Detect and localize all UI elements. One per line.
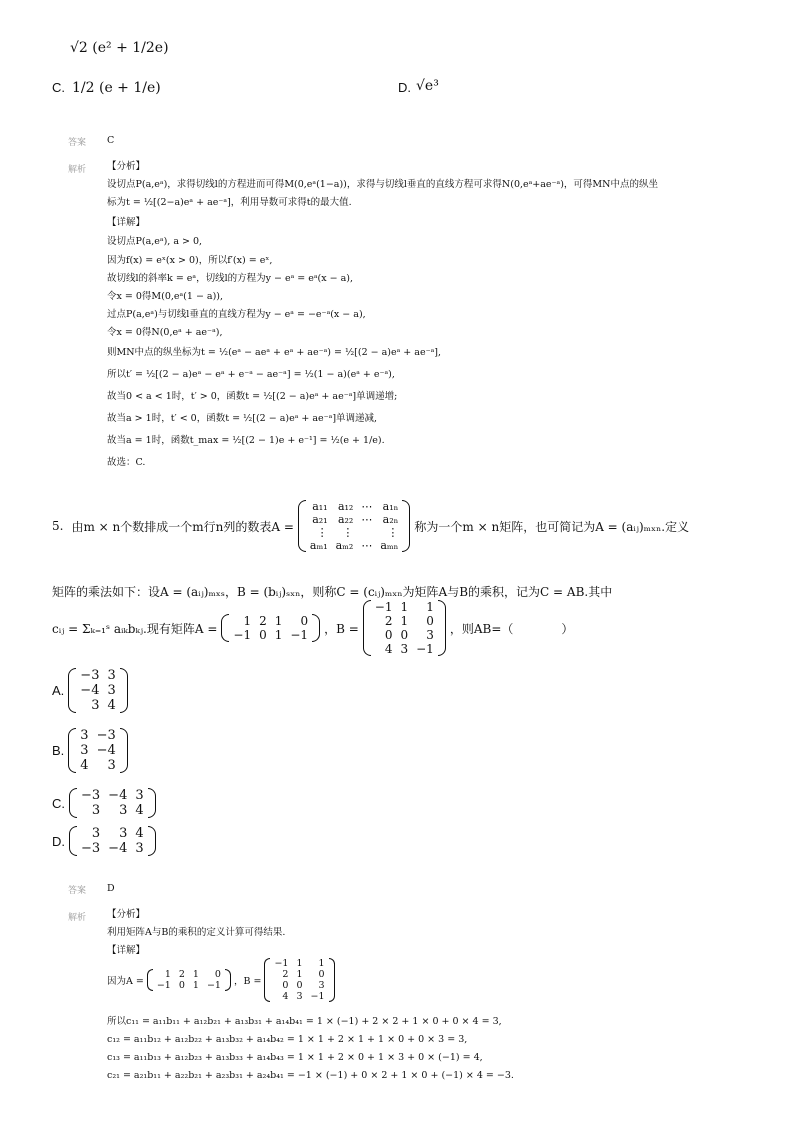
ma-cell: −1: [290, 628, 309, 642]
q5-analysis-label: 解析: [68, 912, 87, 922]
q4-line-3: 【详解】: [107, 217, 146, 228]
dmb-cell: 0: [318, 969, 325, 980]
mg-cell: a₂₂: [337, 513, 354, 526]
q4-line-12: 故当0 < a < 1时，t′ > 0，函数t = ½[(2 − a)eᵃ + ae⁻ᵃ]单调递增;: [107, 391, 398, 402]
mg-cell: aₘ₁: [309, 539, 328, 552]
option-b[interactable]: [52, 728, 128, 773]
mb-cell: 3: [426, 628, 434, 642]
opt-cell: −3: [80, 668, 100, 683]
dmb-cell: 0: [282, 980, 289, 991]
detail-matrix-a: [147, 969, 231, 991]
dma-cell: 1: [192, 969, 199, 980]
opt-cell: 3: [135, 788, 144, 803]
ma-cell: 0: [300, 614, 309, 628]
q5-answer-label: 答案: [68, 885, 87, 895]
dmb-cell: −1: [274, 958, 289, 969]
dmb-cell: 1: [296, 958, 303, 969]
option-d-letter: D.: [398, 80, 411, 95]
analysis-label: 解析: [68, 164, 87, 174]
q5-stem-1a: 由m × n个数排成一个m行n列的数表A =: [71, 519, 294, 534]
option-d[interactable]: [52, 826, 156, 856]
dma-cell: 2: [178, 969, 185, 980]
q4-line-4: 设切点P(a,eᵃ), a > 0,: [107, 236, 203, 247]
option-b-matrix: [68, 728, 127, 773]
mb-cell: −1: [416, 642, 434, 656]
ma-cell: 1: [274, 614, 283, 628]
dmb-cell: 4: [282, 991, 289, 1002]
opt-cell: 3: [107, 668, 116, 683]
q5-analysis-text: 利用矩阵A与B的乘积的定义计算可得结果.: [107, 927, 286, 938]
mb-cell: −1: [374, 600, 393, 614]
mb-cell: 1: [426, 600, 434, 614]
q4-line-13: 故当a > 1时，t′ < 0，函数t = ½[(2 − a)eᵃ + ae⁻ᵃ]单调递减,: [107, 413, 378, 424]
mg-cell: a₁ₙ: [382, 500, 399, 513]
option-c[interactable]: [52, 788, 156, 818]
dmb-cell: 1: [296, 969, 303, 980]
dma-cell: 1: [164, 969, 171, 980]
matrix-b: [363, 600, 446, 656]
ma-cell: 1: [274, 628, 283, 642]
opt-cell: 4: [135, 803, 144, 818]
opt-cell: −4: [108, 788, 128, 803]
q4-line-0: 【分析】: [107, 161, 146, 172]
option-letter: D.: [52, 833, 65, 849]
q4-line-10: 则MN中点的纵坐标为t = ½(eᵃ − aeᵃ + eᵃ + ae⁻ᵃ) = ½[(2 − a)eᵃ + ae⁻ᵃ],: [107, 347, 441, 358]
q4-line-14: 故当a = 1时，函数t_max = ½[(2 − 1)e + e⁻¹] = ½(e + 1/e).: [107, 435, 385, 446]
mb-cell: 0: [400, 628, 409, 642]
opt-cell: −3: [81, 841, 101, 856]
dmb-cell: 3: [318, 980, 325, 991]
calc-line-0: 所以c₁₁ = a₁₁b₁₁ + a₁₂b₂₁ + a₁₃b₃₁ + a₁₄b₄₁ = 1 × (−1) + 2 × 2 + 1 × 0 + 0 × 4 = 3,: [107, 1016, 502, 1027]
q5-stem-line-3: [52, 600, 573, 656]
dma-cell: 0: [214, 969, 221, 980]
option-a[interactable]: [52, 668, 128, 713]
mg-cell: a₁₂: [337, 500, 354, 513]
q5-stem-3a: cᵢⱼ = Σₖ₌₁ˢ aᵢₖbₖⱼ.现有矩阵A =: [52, 621, 218, 636]
option-d-text: √e³: [416, 78, 439, 94]
opt-cell: 3: [80, 743, 89, 758]
mg-cell: ⋯: [361, 539, 373, 552]
q4-line-2: 标为t = ½[(2−a)eᵃ + ae⁻ᵃ]，利用导数可求得t的最大值.: [107, 197, 352, 208]
dma-cell: 1: [192, 980, 199, 991]
opt-cell: −4: [80, 683, 100, 698]
option-c-matrix: [69, 788, 156, 818]
mg-cell: ⋮: [387, 526, 399, 539]
q5-detail-head: 【详解】: [107, 945, 146, 956]
opt-cell: −3: [81, 788, 101, 803]
mb-cell: 4: [384, 642, 393, 656]
opt-cell: 4: [135, 826, 144, 841]
mb-cell: 1: [400, 614, 409, 628]
opt-cell: 3: [91, 698, 100, 713]
q5-analysis-head: 【分析】: [107, 909, 146, 920]
q5-detail-b: ，B =: [233, 976, 262, 987]
opt-cell: 3: [119, 826, 128, 841]
opt-cell: 3: [135, 841, 144, 856]
mg-cell: ⋯: [361, 513, 373, 526]
answer-value: C: [107, 135, 115, 146]
q4-line-1: 设切点P(a,eᵃ)，求得切线l的方程进而可得M(0,eᵃ(1−a))，求得与切线l垂直的直线方程可求得N(0,eᵃ+ae⁻ᵃ)，可得MN中点的纵坐: [107, 179, 658, 190]
mg-cell: ⋮: [316, 526, 328, 539]
ma-cell: 0: [259, 628, 267, 642]
mg-cell: aₘ₂: [335, 539, 354, 552]
opt-cell: −4: [96, 743, 116, 758]
answer-label: 答案: [68, 137, 87, 147]
option-c-letter: C.: [52, 80, 65, 95]
q5-stem-1b: 称为一个m × n矩阵，也可简记为A = (aᵢⱼ)ₘₓₙ.定义: [414, 519, 690, 534]
mb-cell: 0: [384, 628, 393, 642]
matrix-a: [221, 614, 320, 642]
q5-stem-line-1: [52, 500, 689, 552]
option-b-tail: √2 (e² + 1/2e): [70, 40, 169, 56]
opt-cell: 4: [107, 698, 116, 713]
dma-cell: −1: [206, 980, 221, 991]
dmb-cell: 3: [296, 991, 303, 1002]
option-d-matrix: [69, 826, 156, 856]
mb-cell: 2: [384, 614, 393, 628]
option-letter: A.: [52, 683, 65, 698]
q4-line-8: 过点P(a,eᵃ)与切线l垂直的直线方程为y − eᵃ = −e⁻ᵃ(x − a),: [107, 309, 366, 320]
option-a-matrix: [68, 668, 127, 713]
option-c-text: 1/2 (e + 1/e): [72, 80, 161, 96]
dma-cell: −1: [156, 980, 171, 991]
mg-cell: a₂₁: [312, 513, 328, 526]
dmb-cell: 2: [282, 969, 289, 980]
opt-cell: 3: [91, 826, 101, 841]
opt-cell: 3: [80, 728, 89, 743]
opt-cell: 3: [107, 758, 116, 773]
ma-cell: 2: [259, 614, 267, 628]
q4-line-6: 故切线l的斜率k = eᵃ，切线l的方程为y − eᵃ = eᵃ(x − a),: [107, 273, 354, 284]
calc-line-3: c₂₁ = a₂₁b₁₁ + a₂₂b₂₁ + a₂₃b₃₁ + a₂₄b₄₁ = −1 × (−1) + 0 × 2 + 1 × 0 + (−1) × 4 = −3.: [107, 1070, 514, 1081]
opt-cell: 4: [80, 758, 89, 773]
option-letter: C.: [52, 795, 65, 811]
opt-cell: −3: [96, 728, 116, 743]
mb-cell: 3: [400, 642, 409, 656]
q4-line-11: 所以t′ = ½[(2 − a)eᵃ − eᵃ + e⁻ᵃ − ae⁻ᵃ] = ½(1 − a)(eᵃ + e⁻ᵃ),: [107, 369, 395, 380]
matrix-general: [298, 500, 411, 552]
opt-cell: 3: [91, 803, 101, 818]
q4-line-7: 令x = 0得M(0,eᵃ(1 − a)),: [107, 291, 224, 302]
mg-cell: [357, 526, 376, 539]
ma-cell: 1: [243, 614, 252, 628]
mg-cell: ⋮: [342, 526, 354, 539]
q4-line-5: 因为f(x) = eˣ(x > 0)，所以f′(x) = eˣ,: [107, 255, 273, 266]
q5-detail-matrices: [107, 958, 338, 1002]
q5-answer-value: D: [107, 883, 115, 894]
opt-cell: −4: [108, 841, 128, 856]
dmb-cell: 1: [318, 958, 325, 969]
mg-cell: a₂ₙ: [382, 513, 399, 526]
calc-line-2: c₁₃ = a₁₁b₁₃ + a₁₂b₂₃ + a₁₃b₃₃ + a₁₄b₄₃ = 1 × 1 + 2 × 0 + 1 × 3 + 0 × (−1) = 4,: [107, 1052, 483, 1063]
q4-line-15: 故选：C.: [107, 457, 146, 468]
ma-cell: −1: [233, 628, 252, 642]
q5-stem-3c: ，则AB=（ ）: [449, 621, 574, 636]
q5-number: 5.: [52, 519, 64, 533]
mg-cell: a₁₁: [312, 500, 328, 513]
opt-cell: 3: [107, 683, 116, 698]
q4-line-9: 令x = 0得N(0,eᵃ + ae⁻ᵃ),: [107, 327, 223, 338]
q5-detail-a: 因为A =: [107, 976, 144, 987]
mb-cell: 1: [400, 600, 409, 614]
dmb-cell: −1: [310, 991, 325, 1002]
calc-line-1: c₁₂ = a₁₁b₁₂ + a₁₂b₂₂ + a₁₃b₃₂ + a₁₄b₄₂ = 1 × 1 + 2 × 1 + 1 × 0 + 0 × 3 = 3,: [107, 1034, 468, 1045]
q5-stem-3b: ，B =: [324, 621, 359, 636]
dmb-cell: 0: [296, 980, 303, 991]
q5-stem-line-2: 矩阵的乘法如下：设A = (aᵢⱼ)ₘₓₛ，B = (bᵢⱼ)ₛₓₙ，则称C = (cᵢⱼ)ₘₓₙ为矩阵A与B的乘积，记为C = AB.其中: [52, 585, 613, 599]
detail-matrix-b: [264, 958, 334, 1002]
mg-cell: ⋯: [361, 500, 373, 513]
mg-cell: aₘₙ: [380, 539, 399, 552]
mb-cell: 0: [426, 614, 434, 628]
option-letter: B.: [52, 743, 65, 758]
dma-cell: 0: [178, 980, 185, 991]
opt-cell: 3: [119, 803, 128, 818]
